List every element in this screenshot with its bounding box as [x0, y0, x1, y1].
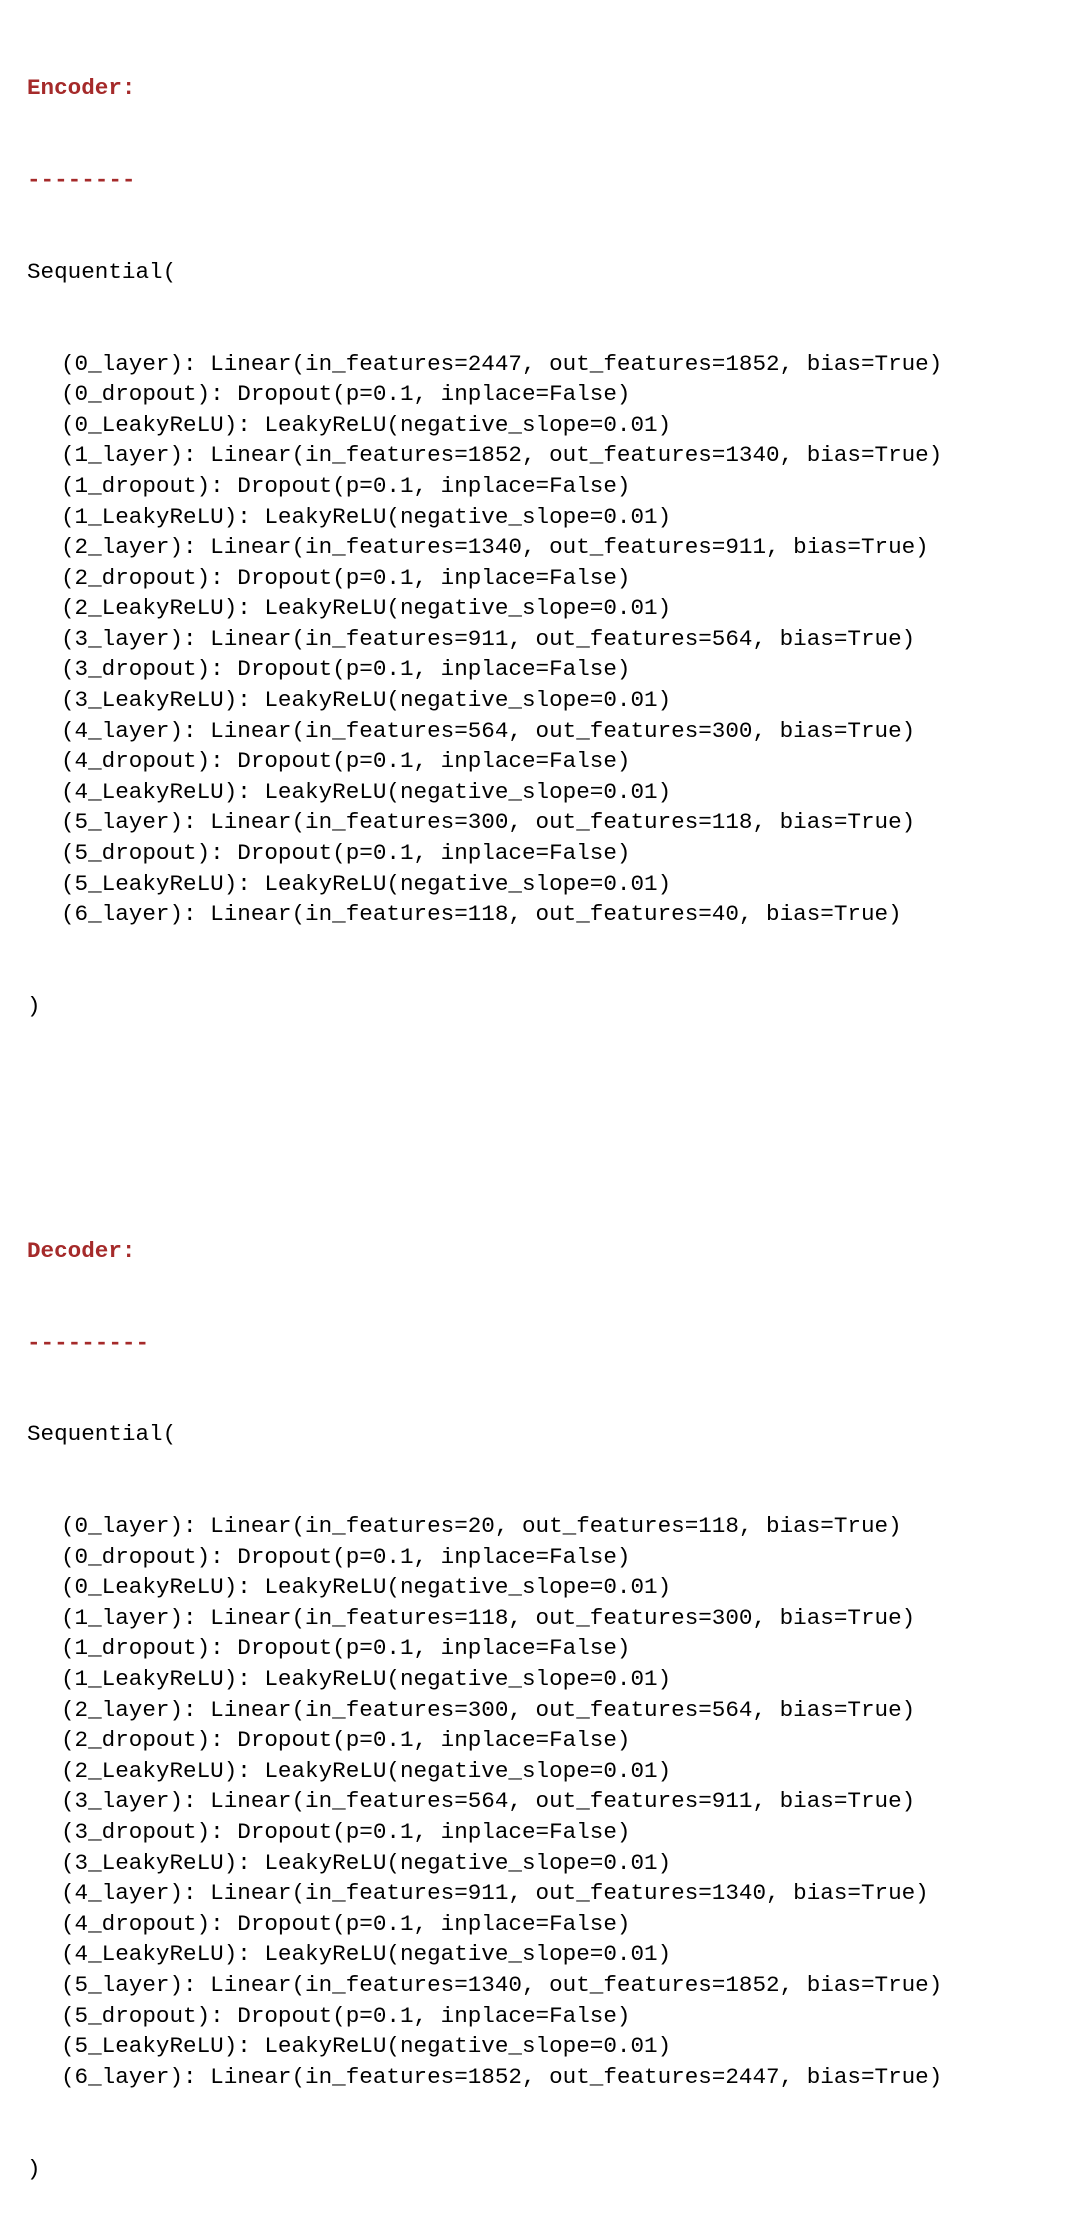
- encoder-layer-line: (3_layer): Linear(in_features=911, out_features=564, bias=True): [61, 625, 916, 652]
- decoder-layer-line: (2_LeakyReLU): LeakyReLU(negative_slope=0.01): [61, 1757, 672, 1784]
- section-spacer: [27, 1113, 1077, 1144]
- encoder-layer-line: (1_layer): Linear(in_features=1852, out_features=1340, bias=True): [61, 442, 943, 469]
- encoder-layer-line: (0_dropout): Dropout(p=0.1, inplace=False): [61, 381, 631, 408]
- decoder-layer-line: (6_layer): Linear(in_features=1852, out_features=2447, bias=True): [61, 2063, 943, 2090]
- decoder-sequential-close: ): [27, 2155, 41, 2182]
- decoder-layer-line: (3_LeakyReLU): LeakyReLU(negative_slope=0.01): [61, 1849, 672, 1876]
- encoder-layer-line: (2_LeakyReLU): LeakyReLU(negative_slope=0.01): [61, 595, 672, 622]
- decoder-layer-line: (5_LeakyReLU): LeakyReLU(negative_slope=0.01): [61, 2033, 672, 2060]
- decoder-layer-line: (0_layer): Linear(in_features=20, out_features=118, bias=True): [61, 1513, 902, 1540]
- encoder-layer-line: (2_layer): Linear(in_features=1340, out_features=911, bias=True): [61, 534, 929, 561]
- decoder-heading: Decoder:: [27, 1237, 136, 1264]
- console-output: [27, 12, 1077, 2215]
- decoder-layer-line: (0_LeakyReLU): LeakyReLU(negative_slope=0.01): [61, 1574, 672, 1601]
- encoder-layer-line: (2_dropout): Dropout(p=0.1, inplace=False): [61, 564, 631, 591]
- encoder-layer-line: (3_dropout): Dropout(p=0.1, inplace=False): [61, 656, 631, 683]
- encoder-layer-line: (6_layer): Linear(in_features=118, out_features=40, bias=True): [61, 901, 902, 928]
- encoder-layer-line: (5_LeakyReLU): LeakyReLU(negative_slope=0.01): [61, 870, 672, 897]
- encoder-layer-line: (5_dropout): Dropout(p=0.1, inplace=False): [61, 840, 631, 867]
- encoder-layer-list: [27, 349, 1077, 930]
- decoder-layer-line: (2_dropout): Dropout(p=0.1, inplace=False): [61, 1727, 631, 1754]
- encoder-layer-line: (4_LeakyReLU): LeakyReLU(negative_slope=0.01): [61, 778, 672, 805]
- encoder-sequential-close: ): [27, 993, 41, 1019]
- encoder-layer-line: (0_LeakyReLU): LeakyReLU(negative_slope=0.01): [61, 411, 672, 438]
- encoder-layer-line: (1_LeakyReLU): LeakyReLU(negative_slope=0.01): [61, 503, 672, 530]
- encoder-layer-line: (4_dropout): Dropout(p=0.1, inplace=False): [61, 748, 631, 775]
- encoder-layer-line: (4_layer): Linear(in_features=564, out_features=300, bias=True): [61, 717, 916, 744]
- encoder-layer-line: (3_LeakyReLU): LeakyReLU(negative_slope=0.01): [61, 687, 672, 714]
- decoder-layer-line: (1_LeakyReLU): LeakyReLU(negative_slope=0.01): [61, 1666, 672, 1693]
- decoder-sequential-open: Sequential(: [27, 1421, 177, 1448]
- decoder-layer-line: (3_layer): Linear(in_features=564, out_features=911, bias=True): [61, 1788, 916, 1815]
- decoder-layer-line: (5_layer): Linear(in_features=1340, out_features=1852, bias=True): [61, 1972, 943, 1998]
- decoder-layer-list: [27, 1511, 1077, 2092]
- decoder-layer-line: (3_dropout): Dropout(p=0.1, inplace=False): [61, 1819, 631, 1846]
- decoder-layer-line: (4_layer): Linear(in_features=911, out_features=1340, bias=True): [61, 1880, 929, 1907]
- encoder-heading: Encoder:: [27, 75, 136, 102]
- encoder-layer-line: (1_dropout): Dropout(p=0.1, inplace=False): [61, 472, 631, 499]
- decoder-layer-line: (0_dropout): Dropout(p=0.1, inplace=False): [61, 1543, 631, 1570]
- decoder-layer-line: (2_layer): Linear(in_features=300, out_features=564, bias=True): [61, 1696, 916, 1723]
- decoder-layer-line: (4_LeakyReLU): LeakyReLU(negative_slope=0.01): [61, 1941, 672, 1968]
- encoder-layer-line: (0_layer): Linear(in_features=2447, out_features=1852, bias=True): [61, 350, 943, 377]
- decoder-layer-line: (1_dropout): Dropout(p=0.1, inplace=False): [61, 1635, 631, 1662]
- encoder-sequential-open: Sequential(: [27, 258, 177, 285]
- decoder-rule: ---------: [27, 1329, 150, 1356]
- encoder-rule: --------: [27, 166, 136, 193]
- decoder-layer-line: (5_dropout): Dropout(p=0.1, inplace=False): [61, 2002, 631, 2029]
- encoder-layer-line: (5_layer): Linear(in_features=300, out_features=118, bias=True): [61, 809, 916, 836]
- decoder-layer-line: (1_layer): Linear(in_features=118, out_features=300, bias=True): [61, 1604, 916, 1631]
- decoder-layer-line: (4_dropout): Dropout(p=0.1, inplace=False): [61, 1910, 631, 1937]
